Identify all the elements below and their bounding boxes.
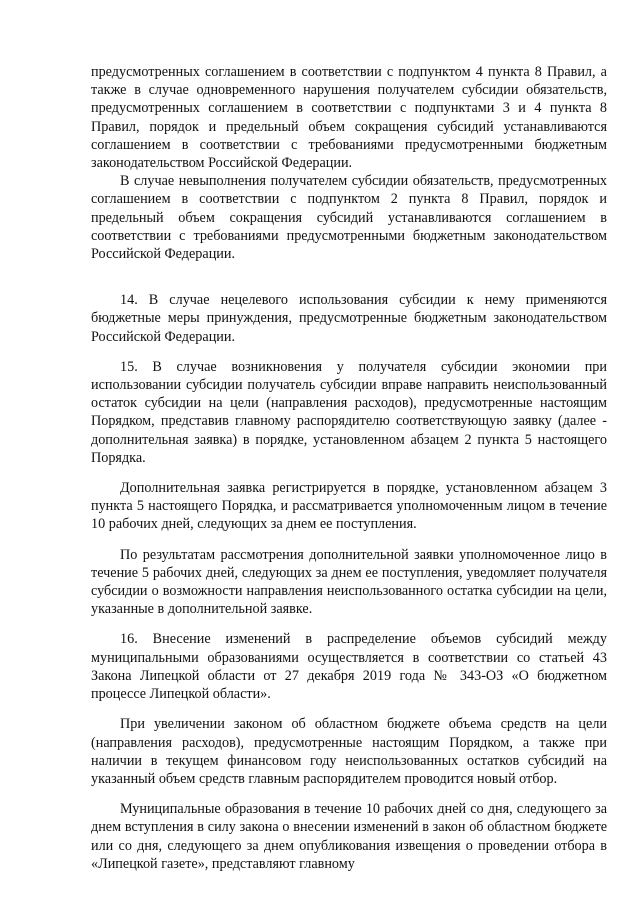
paragraph-continuation: предусмотренных соглашением в соответствии с подпунктом 4 пункта 8 Правил, а также в случае одновременного нарушения получателем субсидии обязательств, предусмотренных соглашением в соответствии с подпунктами 3 и 4 пункта 8 Правил, порядок и предельный объем сокращения субсидий устанавливаются соглашением в соответствии с требованиями предусмотренными бюджетным законодательством Российской Федерации. <box>91 64 607 172</box>
paragraph-16: 16. Внесение изменений в распределение объемов субсидий между муниципальными образованиями осуществляется в соответствии со статьей 43 Закона Липецкой области от 27 декабря 2019 года № 343-ОЗ «О бюджетном процессе Липецкой области». <box>91 631 607 703</box>
paragraph-nonfulfillment: В случае невыполнения получателем субсидии обязательств, предусмотренных соглашением в соответствии с подпунктом 2 пункта 8 Правил, порядок и предельный объем сокращения субсидий устанавливаются соглашением в соответствии с требованиями предусмотренными бюджетным законодательством Российской Федерации. <box>91 173 607 263</box>
paragraph-municipalities: Муниципальные образования в течение 10 рабочих дней со дня, следующего за днем вступления в силу закона о внесении изменений в закон об областном бюджете или со дня, следующего за днем опубликования извещения о проведении отбора в «Липецкой газете», представляют главному <box>91 801 607 872</box>
paragraph-15: 15. В случае возникновения у получателя субсидии экономии при использовании субсидии получатель субсидии вправе направить неиспользованный остаток субсидии на цели (направления расходов), предусмотренные настоящим Порядком, представив главному распорядителю соответствующую заявку (далее - дополнительная заявка) в порядке, установленном абзацем 2 пункта 5 настоящего Порядка. <box>91 358 607 466</box>
paragraph-additional-request: Дополнительная заявка регистрируется в порядке, установленном абзацем 3 пункта 5 настоящего Порядка, и рассматривается уполномоченным лицом в течение 10 рабочих дней, следующих за днем ее поступления. <box>91 480 607 533</box>
paragraph-14: 14. В случае нецелевого использования субсидии к нему применяются бюджетные меры принуждения, предусмотренные бюджетным законодательством Российской Федерации. <box>91 292 607 345</box>
paragraph-budget-increase: При увеличении законом об областном бюджете объема средств на цели (направления расходов), предусмотренные настоящим Порядком, а также при наличии в текущем финансовом году неиспользованных остатков субсидий на указанный объем средств главным распорядителем проводится новый отбор. <box>91 716 607 787</box>
document-body <box>91 63 607 873</box>
paragraph-review-results: По результатам рассмотрения дополнительной заявки уполномоченное лицо в течение 5 рабочих дней, следующих за днем ее поступления, уведомляет получателя субсидии о возможности направления неиспользованного остатка субсидии на цели, указанные в дополнительной заявке. <box>91 546 607 618</box>
